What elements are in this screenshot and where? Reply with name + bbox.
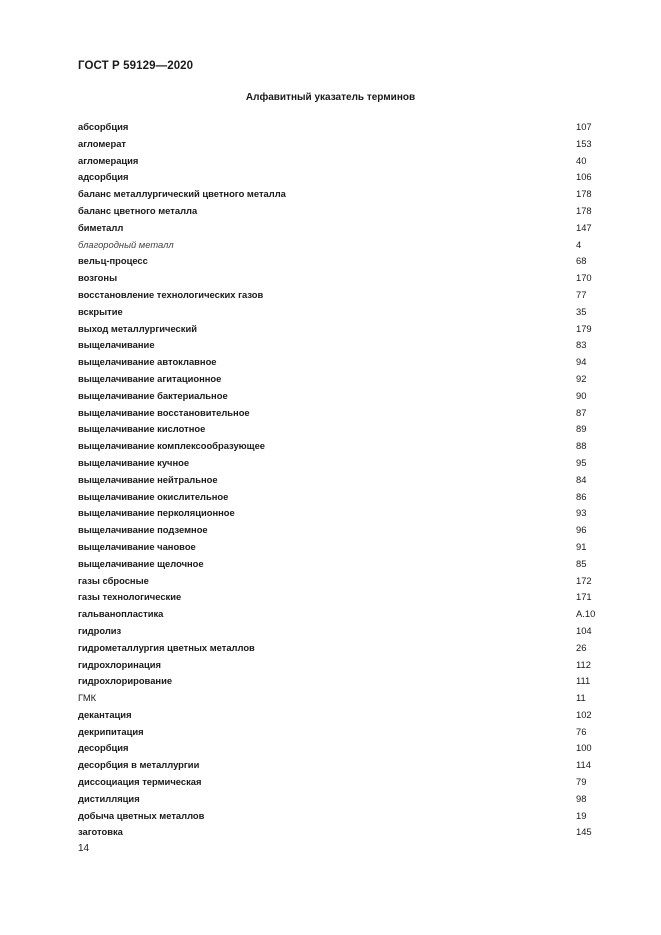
index-reference: 90 [576,389,587,401]
index-term: гидролиз [78,624,122,636]
index-reference: 4 [576,238,582,250]
index-reference: 11 [576,692,586,704]
index-term: выщелачивание кучное [78,456,190,468]
index-entry [78,690,598,707]
index-entry [78,354,598,371]
index-term: биметалл [78,221,124,233]
index-reference: 170 [576,272,592,284]
index-entry [78,153,598,170]
index-reference: 147 [576,221,592,233]
page-number: 14 [78,843,90,854]
index-reference: 102 [576,708,592,720]
index-reference: 172 [576,574,592,586]
index-term: заготовка [78,826,123,838]
index-reference: 106 [576,171,592,183]
index-reference: 79 [576,776,587,788]
index-entry [78,388,598,405]
index-entry [78,337,598,354]
index-entry [78,136,598,153]
index-entry [78,707,598,724]
index-reference: 178 [576,188,592,200]
index-term: выщелачивание [78,339,155,351]
index-reference: 153 [576,137,592,149]
index-reference: 86 [576,490,587,502]
index-reference: 85 [576,557,587,569]
index-term: агломерация [78,154,139,166]
index-reference: 93 [576,507,587,519]
index-reference: 178 [576,204,592,216]
index-entry [78,505,598,522]
index-term: выщелачивание автоклавное [78,356,217,368]
index-term: ГМК [78,692,97,704]
index-reference: 171 [576,591,592,603]
document-standard-header: ГОСТ Р 59129—2020 [78,60,194,72]
index-term: выход металлургический [78,322,197,334]
index-reference: 84 [576,473,587,485]
term-index-list [78,119,598,841]
index-entry [78,321,598,338]
index-term: добыча цветных металлов [78,809,205,821]
index-reference: 88 [576,440,587,452]
index-entry [78,740,598,757]
index-entry [78,237,598,254]
index-term: возгоны [78,272,118,284]
index-term: благородный металл [78,238,174,250]
index-term: гальванопластика [78,608,164,620]
index-entry [78,472,598,489]
index-entry [78,539,598,556]
index-term: выщелачивание окислительное [78,490,229,502]
index-entry [78,371,598,388]
index-term: выщелачивание комплексообразующее [78,440,266,452]
index-reference: 94 [576,356,587,368]
index-reference: 95 [576,456,587,468]
index-term: баланс цветного металла [78,204,198,216]
index-reference: 87 [576,406,587,418]
index-entry [78,253,598,270]
index-reference: 68 [576,255,587,267]
index-term: выщелачивание кислотное [78,423,206,435]
index-term: вскрытие [78,305,123,317]
index-term: баланс металлургический цветного металла [78,188,286,200]
index-entry [78,774,598,791]
index-term: газы сбросные [78,574,149,586]
index-entry [78,119,598,136]
index-term: адсорбция [78,171,129,183]
index-entry [78,808,598,825]
index-entry [78,489,598,506]
index-reference: 145 [576,826,592,838]
index-reference: А.10 [576,608,596,620]
index-term: выщелачивание восстановительное [78,406,250,418]
index-reference: 100 [576,742,592,754]
index-reference: 114 [576,759,591,771]
index-term: гидрометаллургия цветных металлов [78,641,255,653]
index-entry [78,405,598,422]
index-entry [78,304,598,321]
index-reference: 112 [576,658,591,670]
index-reference: 77 [576,288,587,300]
index-reference: 35 [576,305,587,317]
index-term: выщелачивание подземное [78,524,208,536]
index-term: агломерат [78,137,127,149]
index-term: выщелачивание чановое [78,540,196,552]
index-entry [78,623,598,640]
index-entry [78,573,598,590]
index-entry [78,724,598,741]
index-term: абсорбция [78,121,129,132]
index-entry [78,606,598,623]
index-reference: 83 [576,339,587,351]
index-term: восстановление технологических газов [78,288,264,300]
index-entry [78,757,598,774]
index-entry [78,589,598,606]
index-entry [78,421,598,438]
index-term: выщелачивание перколяционное [78,507,235,519]
index-reference: 91 [576,540,587,552]
index-entry [78,203,598,220]
index-reference: 98 [576,792,587,804]
index-title: Алфавитный указатель терминов [245,92,416,103]
index-reference: 107 [576,121,592,132]
index-reference: 76 [576,725,587,737]
index-term: декрипитация [78,725,144,737]
index-entry [78,824,598,841]
index-entry [78,186,598,203]
index-term: газы технологические [78,591,182,603]
index-reference: 89 [576,423,587,435]
index-entry [78,455,598,472]
index-entry [78,791,598,808]
index-reference: 19 [576,809,587,821]
index-term: выщелачивание щелочное [78,557,204,569]
index-entry [78,220,598,237]
index-reference: 104 [576,624,592,636]
index-term: гидрохлоринация [78,658,161,670]
index-entry [78,522,598,539]
index-reference: 179 [576,322,592,334]
index-term: выщелачивание бактериальное [78,389,228,401]
index-entry [78,438,598,455]
index-entry [78,270,598,287]
index-term: диссоциация термическая [78,776,202,788]
index-entry [78,657,598,674]
index-term: вельц-процесс [78,255,148,267]
index-term: гидрохлорирование [78,675,173,687]
index-entry [78,640,598,657]
index-term: выщелачивание нейтральное [78,473,218,485]
index-reference: 40 [576,154,587,166]
index-entry [78,556,598,573]
index-reference: 96 [576,524,587,536]
index-reference: 92 [576,372,587,384]
index-entry [78,673,598,690]
index-term: десорбция в металлургии [78,759,200,771]
index-term: десорбция [78,742,129,754]
index-reference: 111 [576,675,591,687]
index-entry [78,287,598,304]
index-reference: 26 [576,641,587,653]
index-term: выщелачивание агитационное [78,372,222,384]
index-entry [78,169,598,186]
index-term: декантация [78,708,132,720]
index-term: дистилляция [78,792,140,804]
